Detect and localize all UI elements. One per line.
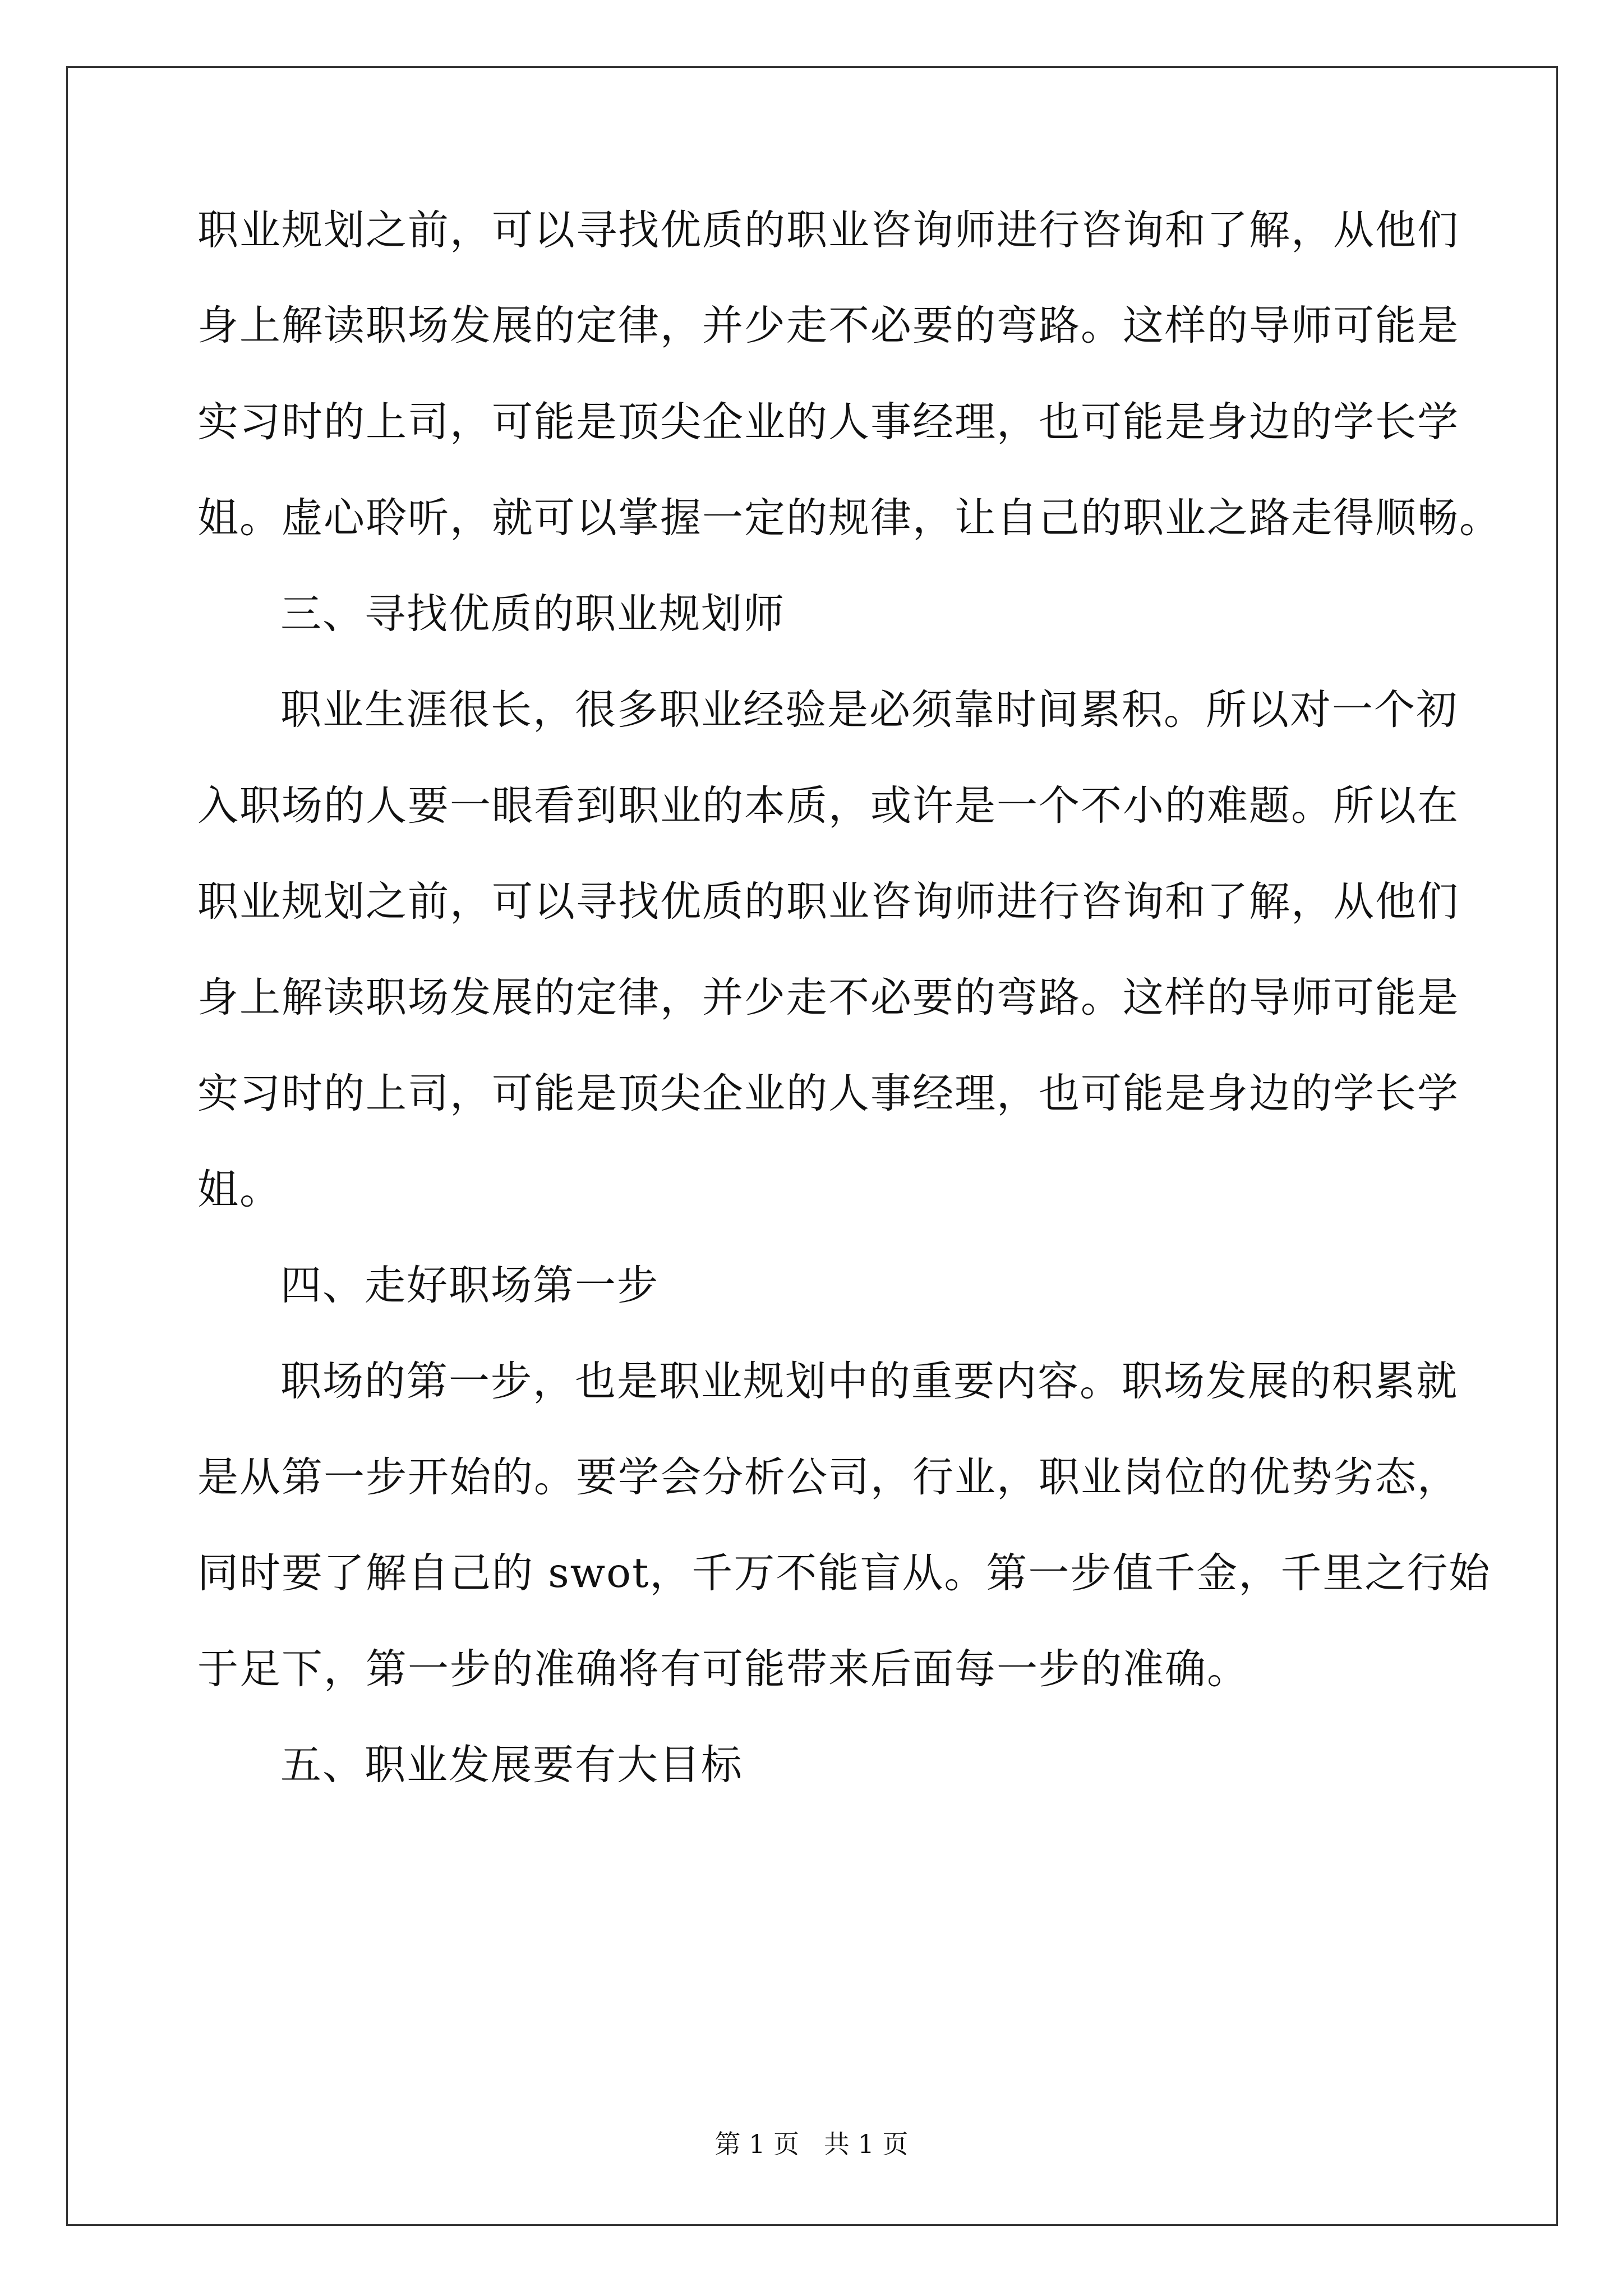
body-text-line: 身上解读职场发展的定律，并少走不必要的弯路。这样的导师可能是 — [197, 974, 1459, 1022]
page-frame — [66, 66, 1558, 2226]
body-text-line: 是从第一步开始的。要学会分析公司，行业，职业岗位的优势劣态， — [197, 1453, 1459, 1501]
section-heading: 三、寻找优质的职业规划师 — [280, 590, 785, 638]
section-heading: 四、走好职场第一步 — [280, 1262, 659, 1309]
body-text-line: 实习时的上司，可能是顶尖企业的人事经理，也可能是身边的学长学 — [197, 1070, 1459, 1117]
body-text-line: 入职场的人要一眼看到职业的本质，或许是一个不小的难题。所以在 — [197, 782, 1459, 830]
body-text-line: 身上解读职场发展的定律，并少走不必要的弯路。这样的导师可能是 — [197, 302, 1459, 349]
body-text-line: 姐。 — [197, 1166, 282, 1213]
section-heading: 五、职业发展要有大目标 — [280, 1741, 743, 1789]
body-text-line: 职业规划之前，可以寻找优质的职业咨询师进行咨询和了解，从他们 — [197, 206, 1459, 254]
body-text-line: 职业生涯很长，很多职业经验是必须靠时间累积。所以对一个初 — [280, 686, 1458, 734]
body-text-line: 于足下，第一步的准确将有可能带来后面每一步的准确。 — [197, 1645, 1249, 1693]
body-text-line: 姐。虚心聆听，就可以掌握一定的规律，让自己的职业之路走得顺畅。 — [197, 494, 1501, 542]
page-number-footer: 第 1 页 共 1 页 — [714, 2129, 909, 2159]
body-text-line: 职场的第一步，也是职业规划中的重要内容。职场发展的积累就 — [280, 1358, 1458, 1405]
body-text-line: 同时要了解自己的 swot，千万不能盲从。第一步值千金，千里之行始 — [197, 1549, 1491, 1597]
body-text-line: 实习时的上司，可能是顶尖企业的人事经理，也可能是身边的学长学 — [197, 398, 1459, 446]
body-text-line: 职业规划之前，可以寻找优质的职业咨询师进行咨询和了解，从他们 — [197, 878, 1459, 926]
